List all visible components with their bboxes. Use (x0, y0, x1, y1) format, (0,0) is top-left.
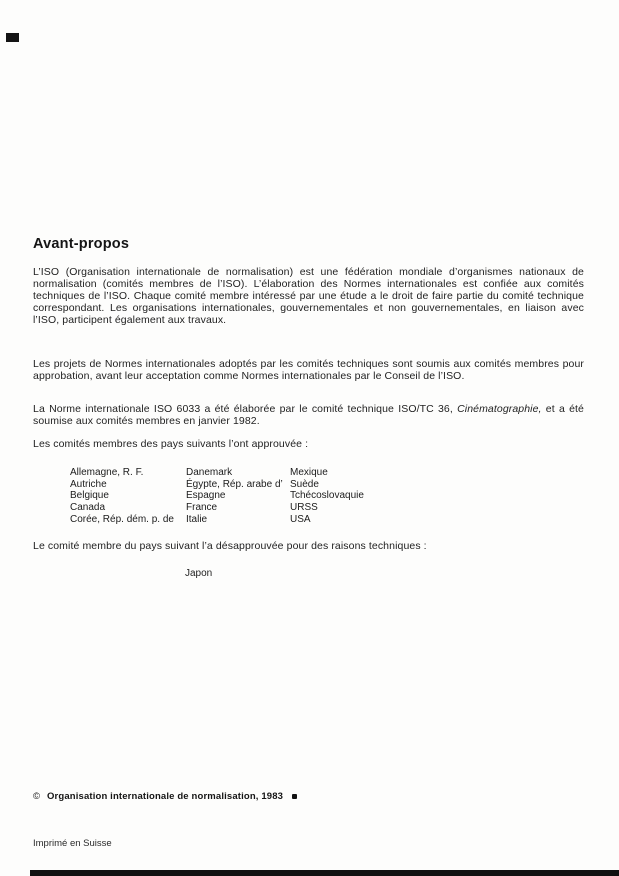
scan-registration-mark (6, 33, 19, 42)
country-name: Tchécoslovaquie (290, 490, 364, 502)
paragraph-3-text-before: La Norme internationale ISO 6033 a été élaborée par le comité technique ISO/TC 36, (33, 403, 453, 415)
country-name: Canada (70, 502, 106, 514)
countries-column-2 (186, 467, 283, 526)
technical-committee-name: Cinématographie, (457, 403, 542, 415)
foreword-paragraph-2: Les projets de Normes internationales adoptés par les comités techniques sont soumis aux comités membres pour approbation, avant leur acceptation comme Normes internationales par le Conseil de l’ISO. (33, 358, 584, 382)
countries-column-1 (70, 467, 174, 526)
country-name: USA (290, 513, 311, 525)
country-name: Danemark (186, 467, 233, 478)
country-name: Corée, Rép. dém. p. de (70, 513, 174, 525)
foreword-paragraph-3 (33, 403, 584, 427)
copyright-text: Organisation internationale de normalisation, 1983 (47, 791, 284, 802)
scan-edge-artifact (30, 870, 619, 876)
printed-in-note: Imprimé en Suisse (33, 838, 112, 849)
country-name: Égypte, Rép. arabe d’ (186, 478, 283, 490)
approving-countries-list (33, 467, 584, 527)
country-name: Mexique (290, 467, 328, 478)
copyright-dot-mark (292, 794, 297, 799)
country-name: Belgique (70, 490, 109, 502)
country-name: Espagne (186, 490, 226, 502)
disapproval-intro-line: Le comité membre du pays suivant l’a désapprouvée pour des raisons techniques : (33, 540, 427, 552)
page-title: Avant-propos (33, 236, 130, 252)
country-name: URSS (290, 502, 318, 514)
country-name: Italie (186, 513, 208, 525)
disapproving-country: Japon (185, 568, 213, 579)
approval-intro-line: Les comités membres des pays suivants l’ont approuvée : (33, 438, 309, 450)
paragraph-3-text-after: et a été soumise aux comités membres en janvier 1982. (33, 403, 584, 427)
foreword-paragraph-1: L’ISO (Organisation internationale de normalisation) est une fédération mondiale d’organismes nationaux de normalisation (comités membres de l’ISO). L’élaboration des Normes internationales est confiée aux comités techniques de l’ISO. Chaque comité membre intéressé par une étude a le droit de faire partie du comité technique correspondant. Les organisations internationales, gouvernementales et non gouvernementales, en liaison avec l’ISO, participent également aux travaux. (33, 266, 584, 326)
copyright-symbol: © (33, 791, 40, 802)
country-name: Autriche (70, 478, 107, 490)
countries-column-3 (290, 467, 364, 526)
country-name: Suède (290, 478, 319, 490)
country-name: France (186, 502, 218, 514)
country-name: Allemagne, R. F. (70, 467, 144, 478)
copyright-line (33, 791, 297, 802)
